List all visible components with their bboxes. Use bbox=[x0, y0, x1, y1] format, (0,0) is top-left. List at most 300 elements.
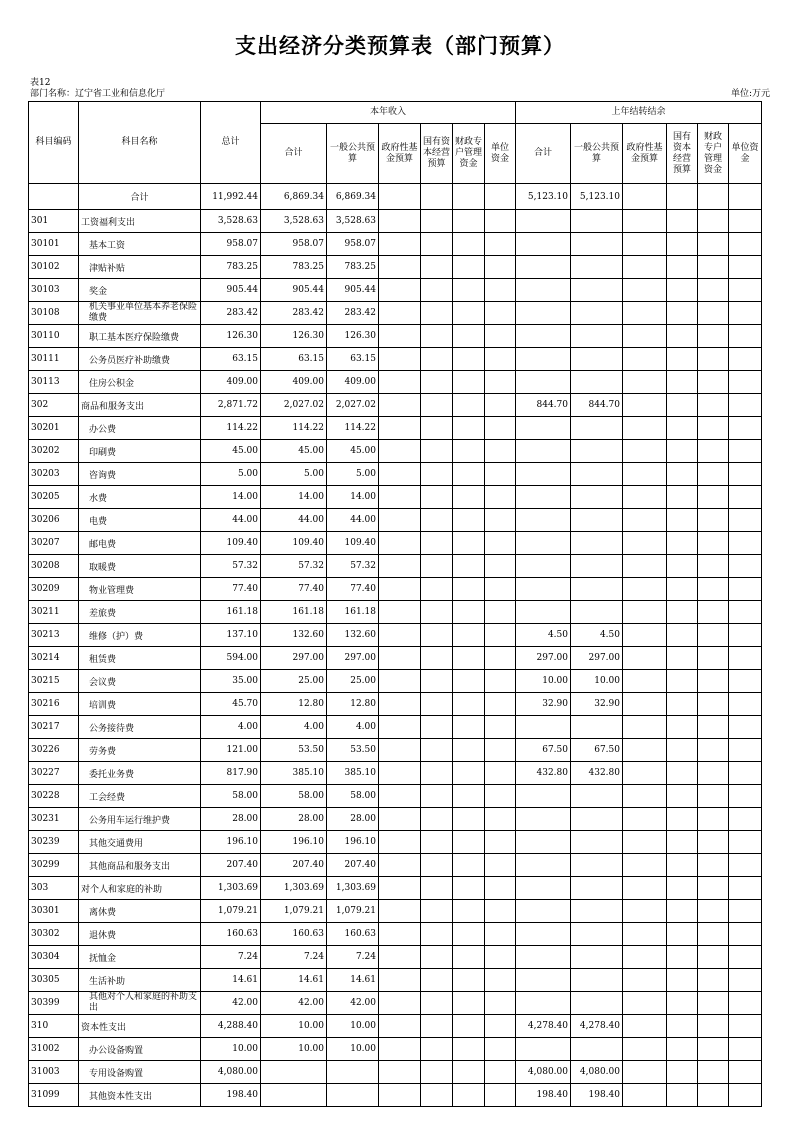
cell-current-capital bbox=[421, 716, 453, 739]
cell-current-capital bbox=[421, 601, 453, 624]
cell-carry-unit bbox=[729, 992, 762, 1015]
table-row bbox=[29, 371, 762, 394]
cell-carry-fund bbox=[623, 923, 667, 946]
cell-current-general: 783.25 bbox=[327, 256, 379, 279]
cell-carry-fund bbox=[623, 1015, 667, 1038]
cell-current-sum: 28.00 bbox=[261, 808, 327, 831]
cell-current-fund bbox=[379, 1015, 421, 1038]
cell-carry-fund bbox=[623, 555, 667, 578]
cell-carry-fund bbox=[623, 578, 667, 601]
header-current-general: 一般公共预算 bbox=[327, 124, 379, 184]
cell-carry-capital bbox=[667, 716, 698, 739]
cell-current-capital bbox=[421, 463, 453, 486]
table-row bbox=[29, 1084, 762, 1107]
cell-current-fund bbox=[379, 279, 421, 302]
table-row bbox=[29, 854, 762, 877]
cell-current-fund bbox=[379, 785, 421, 808]
cell-carry-general bbox=[571, 509, 623, 532]
cell-carry-unit bbox=[729, 440, 762, 463]
cell-carry-unit bbox=[729, 969, 762, 992]
cell-name: 退休费 bbox=[79, 923, 201, 946]
cell-carry-general: 198.40 bbox=[571, 1084, 623, 1107]
cell-carry-unit bbox=[729, 647, 762, 670]
cell-carry-unit bbox=[729, 785, 762, 808]
cell-carry-special bbox=[698, 1015, 729, 1038]
cell-carry-general bbox=[571, 969, 623, 992]
cell-total: 121.00 bbox=[201, 739, 261, 762]
cell-current-sum bbox=[261, 1084, 327, 1107]
cell-carry-general: 32.90 bbox=[571, 693, 623, 716]
cell-current-unit bbox=[485, 923, 516, 946]
cell-current-sum: 207.40 bbox=[261, 854, 327, 877]
cell-carry-general: 844.70 bbox=[571, 394, 623, 417]
cell-carry-general bbox=[571, 900, 623, 923]
cell-carry-unit bbox=[729, 1084, 762, 1107]
cell-carry-sum bbox=[516, 716, 571, 739]
cell-carry-special bbox=[698, 969, 729, 992]
cell-name: 生活补助 bbox=[79, 969, 201, 992]
cell-current-unit bbox=[485, 486, 516, 509]
header-carry-capital: 国有资本经营预算 bbox=[667, 124, 698, 184]
cell-current-unit bbox=[485, 739, 516, 762]
cell-carry-general bbox=[571, 785, 623, 808]
cell-code: 30304 bbox=[29, 946, 79, 969]
cell-code: 30201 bbox=[29, 417, 79, 440]
cell-current-sum: 1,303.69 bbox=[261, 877, 327, 900]
cell-carry-general bbox=[571, 601, 623, 624]
cell-current-fund bbox=[379, 762, 421, 785]
cell-code: 30111 bbox=[29, 348, 79, 371]
cell-carry-sum bbox=[516, 463, 571, 486]
cell-carry-sum: 198.40 bbox=[516, 1084, 571, 1107]
cell-carry-fund bbox=[623, 1061, 667, 1084]
cell-current-general: 109.40 bbox=[327, 532, 379, 555]
cell-current-sum: 109.40 bbox=[261, 532, 327, 555]
cell-current-unit bbox=[485, 279, 516, 302]
cell-code: 303 bbox=[29, 877, 79, 900]
cell-code: 30239 bbox=[29, 831, 79, 854]
cell-current-special bbox=[453, 348, 485, 371]
cell-carry-general bbox=[571, 854, 623, 877]
header-carry-general: 一般公共预算 bbox=[571, 124, 623, 184]
cell-current-sum: 783.25 bbox=[261, 256, 327, 279]
cell-current-capital bbox=[421, 1061, 453, 1084]
cell-name: 维修（护）费 bbox=[79, 624, 201, 647]
cell-carry-unit bbox=[729, 831, 762, 854]
cell-current-sum: 1,079.21 bbox=[261, 900, 327, 923]
cell-current-sum: 77.40 bbox=[261, 578, 327, 601]
cell-code: 30216 bbox=[29, 693, 79, 716]
cell-current-general: 114.22 bbox=[327, 417, 379, 440]
cell-carry-capital bbox=[667, 946, 698, 969]
cell-current-special bbox=[453, 371, 485, 394]
cell-carry-unit bbox=[729, 877, 762, 900]
cell-carry-general: 67.50 bbox=[571, 739, 623, 762]
cell-carry-capital bbox=[667, 279, 698, 302]
cell-total: 11,992.44 bbox=[201, 184, 261, 210]
cell-code: 30203 bbox=[29, 463, 79, 486]
cell-carry-capital bbox=[667, 900, 698, 923]
cell-carry-fund bbox=[623, 394, 667, 417]
cell-carry-unit bbox=[729, 716, 762, 739]
cell-carry-fund bbox=[623, 785, 667, 808]
cell-carry-special bbox=[698, 555, 729, 578]
cell-current-special bbox=[453, 184, 485, 210]
table-row bbox=[29, 1038, 762, 1061]
cell-carry-capital bbox=[667, 302, 698, 325]
cell-current-sum: 5.00 bbox=[261, 463, 327, 486]
cell-current-special bbox=[453, 486, 485, 509]
cell-carry-general bbox=[571, 532, 623, 555]
cell-carry-general bbox=[571, 716, 623, 739]
cell-current-fund bbox=[379, 394, 421, 417]
cell-carry-fund bbox=[623, 302, 667, 325]
cell-current-general: 385.10 bbox=[327, 762, 379, 785]
cell-carry-special bbox=[698, 509, 729, 532]
cell-current-capital bbox=[421, 739, 453, 762]
cell-current-special bbox=[453, 854, 485, 877]
cell-code: 30301 bbox=[29, 900, 79, 923]
cell-code: 31003 bbox=[29, 1061, 79, 1084]
cell-carry-general bbox=[571, 440, 623, 463]
cell-name: 基本工资 bbox=[79, 233, 201, 256]
cell-carry-special bbox=[698, 601, 729, 624]
cell-current-general: 126.30 bbox=[327, 325, 379, 348]
cell-carry-fund bbox=[623, 831, 667, 854]
cell-current-unit bbox=[485, 762, 516, 785]
cell-current-special bbox=[453, 808, 485, 831]
cell-current-capital bbox=[421, 256, 453, 279]
cell-current-capital bbox=[421, 1038, 453, 1061]
cell-current-capital bbox=[421, 900, 453, 923]
cell-carry-sum: 844.70 bbox=[516, 394, 571, 417]
cell-current-special bbox=[453, 394, 485, 417]
cell-current-unit bbox=[485, 233, 516, 256]
cell-current-unit bbox=[485, 785, 516, 808]
cell-carry-fund bbox=[623, 900, 667, 923]
cell-name: 对个人和家庭的补助 bbox=[79, 877, 201, 900]
cell-current-fund bbox=[379, 670, 421, 693]
cell-current-sum: 114.22 bbox=[261, 417, 327, 440]
cell-code: 30299 bbox=[29, 854, 79, 877]
cell-current-capital bbox=[421, 992, 453, 1015]
cell-carry-unit bbox=[729, 900, 762, 923]
cell-total: 35.00 bbox=[201, 670, 261, 693]
cell-current-fund bbox=[379, 877, 421, 900]
cell-carry-capital bbox=[667, 601, 698, 624]
cell-carry-special bbox=[698, 1084, 729, 1107]
cell-carry-capital bbox=[667, 762, 698, 785]
cell-current-fund bbox=[379, 831, 421, 854]
cell-current-fund bbox=[379, 440, 421, 463]
cell-total: 109.40 bbox=[201, 532, 261, 555]
cell-carry-fund bbox=[623, 647, 667, 670]
table-row bbox=[29, 256, 762, 279]
table-row bbox=[29, 555, 762, 578]
cell-current-sum: 10.00 bbox=[261, 1038, 327, 1061]
cell-current-fund bbox=[379, 601, 421, 624]
cell-name: 其他交通费用 bbox=[79, 831, 201, 854]
cell-name: 抚恤金 bbox=[79, 946, 201, 969]
cell-total: 4,288.40 bbox=[201, 1015, 261, 1038]
cell-carry-capital bbox=[667, 877, 698, 900]
cell-current-fund bbox=[379, 210, 421, 233]
cell-code: 30102 bbox=[29, 256, 79, 279]
cell-current-sum: 4.00 bbox=[261, 716, 327, 739]
cell-current-fund bbox=[379, 624, 421, 647]
cell-current-sum: 132.60 bbox=[261, 624, 327, 647]
cell-name: 工会经费 bbox=[79, 785, 201, 808]
cell-name: 离休费 bbox=[79, 900, 201, 923]
cell-carry-sum: 432.80 bbox=[516, 762, 571, 785]
cell-carry-general bbox=[571, 279, 623, 302]
cell-carry-special bbox=[698, 946, 729, 969]
cell-current-general: 77.40 bbox=[327, 578, 379, 601]
cell-current-fund bbox=[379, 969, 421, 992]
cell-total: 207.40 bbox=[201, 854, 261, 877]
cell-carry-capital bbox=[667, 1061, 698, 1084]
cell-current-unit bbox=[485, 808, 516, 831]
cell-carry-unit bbox=[729, 693, 762, 716]
cell-code: 30217 bbox=[29, 716, 79, 739]
cell-current-fund bbox=[379, 693, 421, 716]
cell-current-sum: 161.18 bbox=[261, 601, 327, 624]
cell-name: 合计 bbox=[79, 184, 201, 210]
cell-carry-special bbox=[698, 670, 729, 693]
cell-carry-general bbox=[571, 808, 623, 831]
cell-current-fund bbox=[379, 463, 421, 486]
cell-current-general: 196.10 bbox=[327, 831, 379, 854]
cell-name: 工资福利支出 bbox=[79, 210, 201, 233]
cell-carry-sum bbox=[516, 601, 571, 624]
cell-carry-special bbox=[698, 486, 729, 509]
cell-total: 783.25 bbox=[201, 256, 261, 279]
cell-code: 31002 bbox=[29, 1038, 79, 1061]
cell-current-general: 132.60 bbox=[327, 624, 379, 647]
cell-name: 租赁费 bbox=[79, 647, 201, 670]
cell-carry-sum bbox=[516, 877, 571, 900]
cell-total: 45.70 bbox=[201, 693, 261, 716]
cell-carry-unit bbox=[729, 670, 762, 693]
cell-carry-capital bbox=[667, 210, 698, 233]
cell-current-unit bbox=[485, 946, 516, 969]
cell-code: 30399 bbox=[29, 992, 79, 1015]
cell-current-fund bbox=[379, 184, 421, 210]
cell-name: 邮电费 bbox=[79, 532, 201, 555]
cell-current-general: 10.00 bbox=[327, 1015, 379, 1038]
cell-current-fund bbox=[379, 555, 421, 578]
cell-current-unit bbox=[485, 1038, 516, 1061]
cell-current-capital bbox=[421, 923, 453, 946]
cell-carry-special bbox=[698, 256, 729, 279]
cell-code: 30228 bbox=[29, 785, 79, 808]
cell-current-sum: 44.00 bbox=[261, 509, 327, 532]
cell-current-special bbox=[453, 900, 485, 923]
cell-current-special bbox=[453, 877, 485, 900]
cell-name: 津贴补贴 bbox=[79, 256, 201, 279]
cell-carry-general: 4,080.00 bbox=[571, 1061, 623, 1084]
cell-carry-fund bbox=[623, 509, 667, 532]
header-current-fund: 政府性基金预算 bbox=[379, 124, 421, 184]
cell-current-capital bbox=[421, 210, 453, 233]
table-row bbox=[29, 184, 762, 210]
cell-carry-fund bbox=[623, 854, 667, 877]
cell-carry-unit bbox=[729, 210, 762, 233]
cell-carry-general bbox=[571, 923, 623, 946]
cell-current-fund bbox=[379, 509, 421, 532]
cell-current-special bbox=[453, 1084, 485, 1107]
cell-carry-special bbox=[698, 302, 729, 325]
table-row bbox=[29, 647, 762, 670]
cell-carry-sum: 4,080.00 bbox=[516, 1061, 571, 1084]
cell-carry-capital bbox=[667, 532, 698, 555]
cell-current-special bbox=[453, 1061, 485, 1084]
cell-current-unit bbox=[485, 555, 516, 578]
cell-carry-sum bbox=[516, 831, 571, 854]
cell-total: 114.22 bbox=[201, 417, 261, 440]
cell-current-capital bbox=[421, 532, 453, 555]
cell-total: 4,080.00 bbox=[201, 1061, 261, 1084]
table-row bbox=[29, 877, 762, 900]
cell-current-capital bbox=[421, 325, 453, 348]
cell-total: 4.00 bbox=[201, 716, 261, 739]
cell-current-fund bbox=[379, 486, 421, 509]
cell-total: 10.00 bbox=[201, 1038, 261, 1061]
cell-carry-capital bbox=[667, 831, 698, 854]
cell-name: 公务用车运行维护费 bbox=[79, 808, 201, 831]
cell-carry-sum bbox=[516, 509, 571, 532]
cell-carry-fund bbox=[623, 624, 667, 647]
cell-current-unit bbox=[485, 716, 516, 739]
cell-carry-capital bbox=[667, 325, 698, 348]
cell-current-general: 3,528.63 bbox=[327, 210, 379, 233]
cell-name: 印刷费 bbox=[79, 440, 201, 463]
cell-carry-sum: 4,278.40 bbox=[516, 1015, 571, 1038]
cell-total: 2,871.72 bbox=[201, 394, 261, 417]
cell-current-capital bbox=[421, 647, 453, 670]
cell-current-sum: 14.61 bbox=[261, 969, 327, 992]
budget-table-body bbox=[29, 184, 762, 1107]
table-row bbox=[29, 532, 762, 555]
cell-carry-sum bbox=[516, 1038, 571, 1061]
cell-current-special bbox=[453, 946, 485, 969]
cell-current-sum: 297.00 bbox=[261, 647, 327, 670]
cell-name: 机关事业单位基本养老保险缴费 bbox=[79, 302, 201, 325]
cell-current-capital bbox=[421, 762, 453, 785]
header-current-sum: 合计 bbox=[261, 124, 327, 184]
cell-current-unit bbox=[485, 670, 516, 693]
cell-current-general: 1,079.21 bbox=[327, 900, 379, 923]
header-carry-unit: 单位资金 bbox=[729, 124, 762, 184]
cell-current-capital bbox=[421, 1084, 453, 1107]
cell-total: 594.00 bbox=[201, 647, 261, 670]
cell-carry-unit bbox=[729, 463, 762, 486]
cell-carry-general bbox=[571, 877, 623, 900]
cell-current-capital bbox=[421, 302, 453, 325]
cell-name: 专用设备购置 bbox=[79, 1061, 201, 1084]
cell-current-sum: 385.10 bbox=[261, 762, 327, 785]
cell-current-unit bbox=[485, 969, 516, 992]
cell-current-special bbox=[453, 831, 485, 854]
cell-carry-unit bbox=[729, 762, 762, 785]
cell-carry-general bbox=[571, 1038, 623, 1061]
cell-carry-unit bbox=[729, 1038, 762, 1061]
table-row bbox=[29, 394, 762, 417]
cell-carry-capital bbox=[667, 923, 698, 946]
cell-name: 商品和服务支出 bbox=[79, 394, 201, 417]
cell-code: 30215 bbox=[29, 670, 79, 693]
cell-carry-special bbox=[698, 739, 729, 762]
header-carryover: 上年结转结余 bbox=[516, 102, 762, 124]
cell-total: 160.63 bbox=[201, 923, 261, 946]
cell-code: 30113 bbox=[29, 371, 79, 394]
cell-total: 63.15 bbox=[201, 348, 261, 371]
cell-carry-general: 4.50 bbox=[571, 624, 623, 647]
cell-total: 409.00 bbox=[201, 371, 261, 394]
cell-current-fund bbox=[379, 854, 421, 877]
cell-carry-unit bbox=[729, 417, 762, 440]
table-row bbox=[29, 601, 762, 624]
cell-current-general: 7.24 bbox=[327, 946, 379, 969]
cell-current-unit bbox=[485, 256, 516, 279]
cell-code: 30209 bbox=[29, 578, 79, 601]
cell-carry-fund bbox=[623, 670, 667, 693]
cell-carry-special bbox=[698, 877, 729, 900]
cell-current-sum bbox=[261, 1061, 327, 1084]
cell-carry-fund bbox=[623, 440, 667, 463]
cell-carry-general bbox=[571, 486, 623, 509]
cell-current-sum: 10.00 bbox=[261, 1015, 327, 1038]
cell-carry-fund bbox=[623, 601, 667, 624]
cell-current-capital bbox=[421, 394, 453, 417]
cell-code: 310 bbox=[29, 1015, 79, 1038]
cell-carry-fund bbox=[623, 184, 667, 210]
cell-carry-special bbox=[698, 210, 729, 233]
cell-current-general: 14.00 bbox=[327, 486, 379, 509]
cell-carry-fund bbox=[623, 325, 667, 348]
cell-name: 其他资本性支出 bbox=[79, 1084, 201, 1107]
cell-code: 30213 bbox=[29, 624, 79, 647]
cell-current-capital bbox=[421, 877, 453, 900]
header-current-capital: 国有资本经营预算 bbox=[421, 124, 453, 184]
table-row bbox=[29, 831, 762, 854]
cell-current-sum: 42.00 bbox=[261, 992, 327, 1015]
header-total: 总计 bbox=[201, 102, 261, 184]
cell-current-fund bbox=[379, 233, 421, 256]
cell-current-sum: 126.30 bbox=[261, 325, 327, 348]
cell-carry-unit bbox=[729, 394, 762, 417]
cell-current-sum: 12.80 bbox=[261, 693, 327, 716]
cell-carry-sum: 297.00 bbox=[516, 647, 571, 670]
cell-carry-sum bbox=[516, 348, 571, 371]
cell-carry-fund bbox=[623, 279, 667, 302]
cell-carry-capital bbox=[667, 1015, 698, 1038]
cell-carry-sum bbox=[516, 946, 571, 969]
table-row bbox=[29, 233, 762, 256]
cell-current-fund bbox=[379, 578, 421, 601]
cell-name: 公务员医疗补助缴费 bbox=[79, 348, 201, 371]
cell-current-general: 5.00 bbox=[327, 463, 379, 486]
cell-code: 30302 bbox=[29, 923, 79, 946]
cell-carry-sum bbox=[516, 923, 571, 946]
cell-total: 126.30 bbox=[201, 325, 261, 348]
cell-carry-capital bbox=[667, 1084, 698, 1107]
cell-name: 办公费 bbox=[79, 417, 201, 440]
cell-name: 水费 bbox=[79, 486, 201, 509]
cell-carry-sum bbox=[516, 279, 571, 302]
cell-name: 办公设备购置 bbox=[79, 1038, 201, 1061]
cell-code: 30231 bbox=[29, 808, 79, 831]
